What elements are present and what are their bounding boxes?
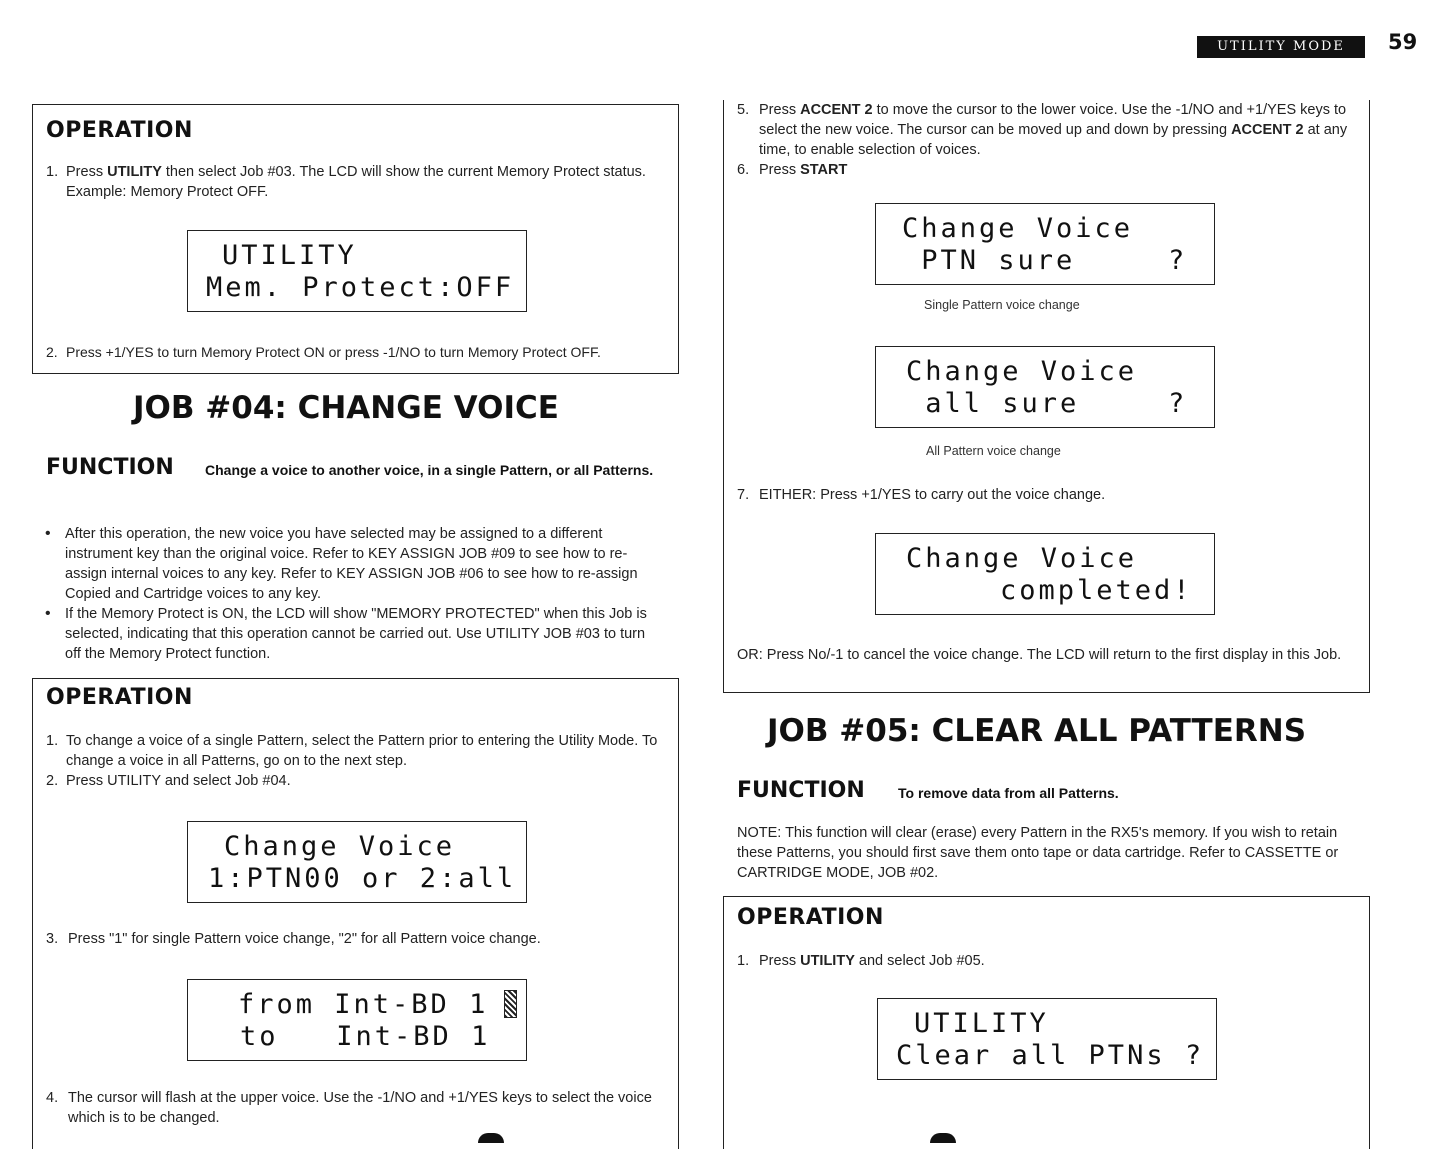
step-number: 2. (46, 773, 59, 789)
bullet-note-1: • After this operation, the new voice you have selected may be assigned to a different instrument key than the original voice. Refer to KEY ASSIGN JOB #09 to see how to re-assign internal voices to any key. Refer to KEY ASSIGN JOB #06 to see how to re-assign Copied and Cartridge voices to any key. (65, 524, 660, 604)
step-number: 6. (737, 162, 750, 178)
step-1 (46, 731, 666, 769)
step-text: EITHER: Press +1/YES to carry out the voice change. (759, 487, 1106, 503)
step-number: 1. (737, 953, 750, 969)
utility-key: UTILITY (107, 164, 162, 180)
operation-heading: OPERATION (737, 905, 884, 930)
lcd-display-change-voice (187, 821, 527, 903)
step-text: at any time, to enable selection of voices. (759, 122, 1348, 158)
step-3 (46, 929, 666, 949)
step-text: Press (66, 164, 108, 180)
page-tab-marker (478, 1133, 504, 1143)
step-text: Press "1" for single Pattern voice change, "2" for all Pattern voice change. (68, 931, 541, 947)
function-description: To remove data from all Patterns. (898, 785, 1119, 801)
step-1 (737, 951, 1357, 971)
lcd-line-2: Mem. Protect:OFF (206, 272, 515, 303)
step-7 (737, 485, 1357, 505)
utility-key: UTILITY (800, 953, 855, 969)
lcd-line-2: completed! (1000, 575, 1193, 606)
caption-single-pattern: Single Pattern voice change (924, 298, 1080, 312)
lcd-question-mark: ? (1168, 388, 1188, 419)
step-5 (737, 100, 1357, 158)
step-1 (46, 162, 666, 200)
lcd-display-clear-all (877, 998, 1217, 1080)
lcd-display-ptn-sure (875, 203, 1215, 285)
page-tab-marker (930, 1133, 956, 1143)
lcd-line-1: Change Voice (224, 831, 456, 862)
job-05-title: JOB #05: CLEAR ALL PATTERNS (767, 713, 1307, 749)
step-text: Press (759, 162, 801, 178)
page-number: 59 (1388, 30, 1418, 54)
lcd-line-2: Clear all PTNs ? (896, 1040, 1205, 1071)
step-text: and select Job #05. (854, 953, 985, 969)
step-text: then select Job #03. The LCD will show the current Memory Protect status. Example: Memory Protect OFF. (66, 164, 646, 200)
cursor-block (504, 990, 517, 1018)
step-number: 3. (46, 931, 59, 947)
section-badge: UTILITY MODE (1197, 36, 1365, 58)
step-number: 5. (737, 102, 750, 118)
lcd-line-2: to Int-BD 1 (240, 1021, 491, 1052)
job-04-title: JOB #04: CHANGE VOICE (133, 390, 559, 426)
bullet-note-2: • If the Memory Protect is ON, the LCD will show "MEMORY PROTECTED" when this Job is selected, indicating that this operation cannot be carried out. Use UTILITY JOB #03 to turn off the Memory Protect function. (65, 604, 660, 664)
caption-all-pattern: All Pattern voice change (926, 444, 1061, 458)
step-text: Press (759, 953, 801, 969)
step-text: to move the cursor to the lower voice. Use the -1/NO and +1/YES keys to select the new voice. The cursor can be moved up and down by pressing (759, 102, 1347, 138)
lcd-line-1: UTILITY (222, 240, 357, 271)
lcd-display-completed (875, 533, 1215, 615)
note-text: NOTE: This function will clear (erase) every Pattern in the RX5's memory. If you wish to retain these Patterns, you should first save them onto tape or data cartridge. Refer to CASSETTE or CARTRIDGE MODE, JOB #02. (737, 825, 1339, 881)
operation-heading: OPERATION (46, 685, 193, 710)
step-text: Press +1/YES to turn Memory Protect ON or press -1/NO to turn Memory Protect OFF. (66, 344, 601, 360)
operation-heading: OPERATION (46, 118, 193, 143)
step-number: 7. (737, 487, 750, 503)
lcd-question-mark: ? (1168, 245, 1188, 276)
step-2 (46, 342, 671, 362)
lcd-line-1: Change Voice (906, 543, 1138, 574)
accent-2-key: ACCENT 2 (1231, 122, 1304, 138)
or-cancel-text: OR: Press No/-1 to cancel the voice change. The LCD will return to the first display in this Job. (737, 647, 1342, 663)
step-number: 4. (46, 1090, 59, 1106)
lcd-line-2: PTN sure (902, 245, 1076, 276)
step-2 (46, 771, 666, 791)
step-text: The cursor will flash at the upper voice. Use the -1/NO and +1/YES keys to select the voice which is to be changed. (68, 1090, 652, 1126)
step-number: 2. (46, 344, 58, 360)
start-key: START (800, 162, 848, 178)
lcd-line-2: all sure (906, 388, 1080, 419)
function-label: FUNCTION (737, 778, 865, 803)
lcd-line-1: Change Voice (902, 213, 1134, 244)
step-text: To change a voice of a single Pattern, select the Pattern prior to entering the Utility Mode. To change a voice in all Patterns, go on to the next step. (66, 733, 658, 769)
lcd-display-from-to (187, 979, 527, 1061)
step-number: 1. (46, 164, 59, 180)
lcd-display-all-sure (875, 346, 1215, 428)
lcd-line-1: Change Voice (906, 356, 1138, 387)
step-text: and select Job #04. (160, 773, 291, 789)
lcd-line-2: 1:PTN00 or 2:all (208, 863, 517, 894)
step-text: Press (66, 773, 108, 789)
step-6 (737, 160, 1357, 180)
function-label: FUNCTION (46, 455, 174, 480)
step-text: Press (759, 102, 801, 118)
lcd-line-1: from Int-BD 1 (238, 989, 489, 1020)
function-description: Change a voice to another voice, in a single Pattern, or all Patterns. (205, 462, 654, 478)
step-number: 1. (46, 733, 59, 749)
lcd-line-1: UTILITY (914, 1008, 1049, 1039)
lcd-display-memory-protect (187, 230, 527, 312)
utility-key: UTILITY (107, 773, 161, 789)
step-4 (46, 1088, 666, 1126)
accent-2-key: ACCENT 2 (800, 102, 873, 118)
